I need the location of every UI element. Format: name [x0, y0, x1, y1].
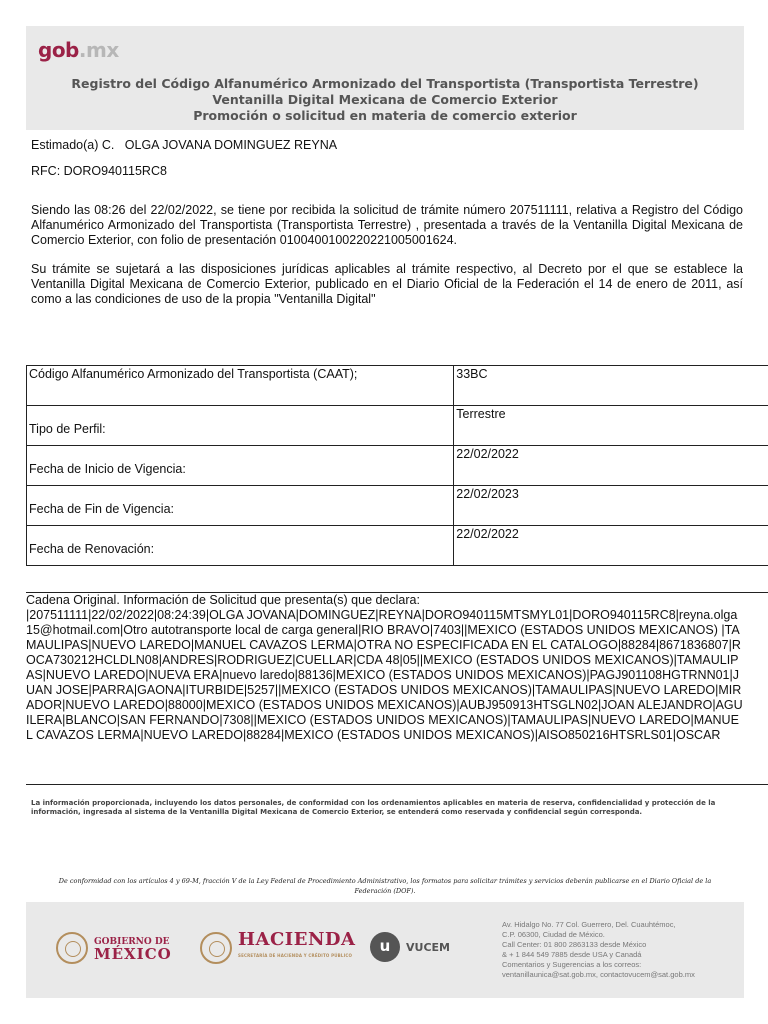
table-value: Terrestre — [454, 406, 768, 446]
confidentiality-disclaimer: La información proporcionada, incluyendo los datos personales, de conformidad con los ordenamientos aplicables en materia de reserva, confidencialidad y protección de la información, ingresada al sistema de la Ventanilla Digital Mexicana de Comercio Exterior, se entenderá como reservada y confidencial según corresponda. — [31, 799, 716, 816]
gobierno-de-mexico-logo — [56, 932, 172, 964]
salutation: Estimado(a) C. OLGA JOVANA DOMINGUEZ REYNA — [31, 138, 338, 152]
paragraph-received: Siendo las 08:26 del 22/02/2022, se tiene por recibida la solicitud de trámite número 207511111, relativa a Registro del Código Alfanumérico Armonizado del Transportista (Transportista Terrestre) , presentada a través de la Ventanilla Digital Mexicana de Comercio Exterior, con folio de presentación 0100400100220221005001624. — [31, 203, 743, 247]
table-label: Tipo de Perfil: — [27, 406, 454, 446]
vucem-text: VUCEM — [406, 940, 450, 954]
cadena-heading: Cadena Original. Información de Solicitud que presenta(s) que declara: — [26, 593, 420, 607]
gob-mx-logo — [38, 38, 119, 62]
contact-line: Call Center: 01 800 2863133 desde México — [502, 940, 647, 949]
cadena-text: |207511111|22/02/2022|08:24:39|OLGA JOVANA|DOMINGUEZ|REYNA|DORO940115MTSMYL01|DORO940115RC8|reyna.olga15@hotmail.com|Otro autotransporte local de carga general|RIO BRAVO|7403||MEXICO (ESTADOS UNIDOS MEXICANOS) |TAMAULIPAS|NUEVO LAREDO|MANUEL CAVAZOS LERMA|OTRA NO ESPECIFICADA EN EL CATALOGO|88284|8671836807|ROCA730212HCLDLN08|ANDRES|RODRIGUEZ|CUELLAR|CDA 48|05||MEXICO (ESTADOS UNIDOS MEXICANOS)|TAMAULIPAS|NUEVO LAREDO|NUEVA ERA|nuevo laredo|88136|MEXICO (ESTADOS UNIDOS MEXICANOS)|PAGJ901108HGTRNN01|JUAN JOSE|PARRA|GAONA|ITURBIDE|5257||MEXICO (ESTADOS UNIDOS MEXICANOS)|TAMAULIPAS|NUEVO LAREDO|MIRADOR|NUEVO LAREDO|88000|MEXICO (ESTADOS UNIDOS MEXICANOS)|AUBJ950913HTSGLN02|JOAN ALEJANDRO|AGUILERA|BLANCO|SAN FERNANDO|7308||MEXICO (ESTADOS UNIDOS MEXICANOS)|TAMAULIPAS|NUEVO LAREDO|MANUEL CAVAZOS LERMA|NUEVO LAREDO|88284|MEXICO (ESTADOS UNIDOS MEXICANOS)|AISO850216HTSRLS01|OSCAR — [26, 608, 743, 742]
gobierno-de-text: GOBIERNO DE — [94, 937, 170, 947]
table-row — [27, 406, 768, 446]
table-value: 22/02/2023 — [454, 486, 768, 526]
table-row — [27, 486, 768, 526]
vucem-circle-icon: u — [370, 932, 400, 962]
contact-line: Comentarios y Sugerencias a los correos: — [502, 960, 642, 969]
hacienda-subtitle: SECRETARÍA DE HACIENDA Y CRÉDITO PÚBLICO — [238, 953, 353, 958]
footer-banner — [26, 902, 744, 998]
contact-line: ventanillaunica@sat.gob.mx, contactovucem@sat.gob.mx — [502, 970, 695, 979]
table-value: 22/02/2022 — [454, 526, 768, 566]
table-row — [27, 446, 768, 486]
contact-info — [502, 920, 742, 980]
paragraph-provisions: Su trámite se sujetará a las disposiciones jurídicas aplicables al trámite respectivo, al Decreto por el que se establece la Ventanilla Digital Mexicana de Comercio Exterior, publicado en el Diario Oficial de la Federación el 14 de enero de 2011, así como a las condiciones de uso de la propia "Ventanilla Digital" — [31, 262, 743, 306]
hacienda-logo — [200, 929, 356, 964]
table-label: Fecha de Renovación: — [27, 526, 454, 566]
mexico-text: MÉXICO — [94, 945, 172, 963]
eagle-seal-icon — [56, 932, 88, 964]
title-line-2: Ventanilla Digital Mexicana de Comercio Exterior — [212, 92, 558, 107]
table-label: Fecha de Fin de Vigencia: — [27, 486, 454, 526]
title-line-3: Promoción o solicitud en materia de comercio exterior — [193, 108, 577, 123]
hacienda-text: HACIENDA — [238, 929, 356, 950]
table-value: 22/02/2022 — [454, 446, 768, 486]
contact-line: Av. Hidalgo No. 77 Col. Guerrero, Del. Cuauhtémoc, — [502, 920, 676, 929]
logo-mx-text: .mx — [78, 38, 119, 62]
divider-bottom — [26, 784, 768, 785]
title-line-1: Registro del Código Alfanumérico Armonizado del Transportista (Transportista Terrestre) — [71, 76, 699, 91]
contact-line: C.P. 06300, Ciudad de México. — [502, 930, 605, 939]
logo-gob-text: gob — [38, 38, 79, 62]
table-row — [27, 366, 768, 406]
cadena-original — [26, 593, 744, 743]
table-label: Código Alfanumérico Armonizado del Transportista (CAAT); — [27, 366, 454, 406]
vucem-logo — [370, 932, 450, 962]
table-value: 33BC — [454, 366, 768, 406]
rfc: RFC: DORO940115RC8 — [31, 164, 167, 178]
table-label: Fecha de Inicio de Vigencia: — [27, 446, 454, 486]
header-banner — [26, 26, 744, 130]
contact-line: & + 1 844 549 7885 desde USA y Canadá — [502, 950, 642, 959]
caat-table — [26, 365, 768, 566]
document-titles — [26, 76, 744, 124]
legal-note: De conformidad con los artículos 4 y 69-M, fracción V de la Ley Federal de Procedimiento Administrativo, los formatos para solicitar trámites y servicios deberán publicarse en el Diario Oficial de la Federación (DOF). — [58, 877, 712, 895]
eagle-seal-icon — [200, 932, 232, 964]
table-row — [27, 526, 768, 566]
